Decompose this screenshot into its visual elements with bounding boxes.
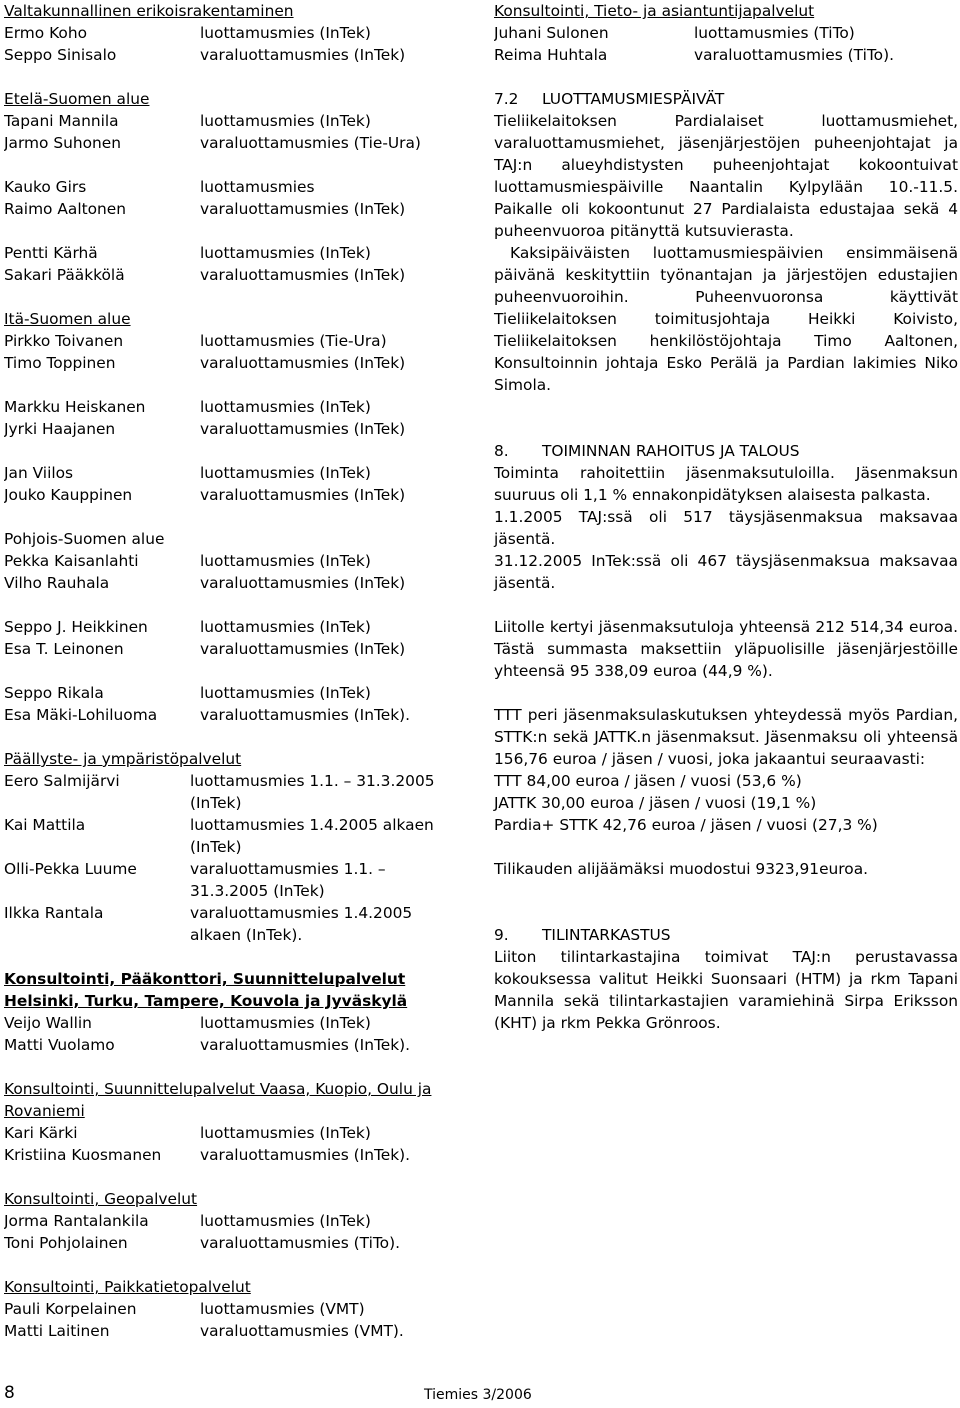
representative-row xyxy=(4,1144,474,1166)
person-role: varaluottamusmies (InTek) xyxy=(200,420,406,438)
group-7 xyxy=(4,1188,474,1254)
person-name: Matti Laitinen xyxy=(4,1322,110,1340)
section-title xyxy=(494,440,958,462)
group-heading: Päällyste- ja ympäristöpalvelut xyxy=(4,750,242,768)
person-name: Pauli Korpelainen xyxy=(4,1300,137,1318)
representative-row xyxy=(4,44,474,66)
person-role: luottamusmies (InTek) xyxy=(200,398,371,416)
person-name: Vilho Rauhala xyxy=(4,574,110,592)
group-2 xyxy=(4,308,474,506)
section-8 xyxy=(494,440,958,880)
representative-row xyxy=(4,1210,474,1232)
person-role: luottamusmies (InTek) xyxy=(200,24,371,42)
person-name: Esa Mäki-Lohiluoma xyxy=(4,706,158,724)
representative-row xyxy=(4,1034,474,1056)
person-role: varaluottamusmies (VMT). xyxy=(200,1322,404,1340)
person-role: varaluottamusmies (InTek) xyxy=(200,486,406,504)
group-heading: Valtakunnallinen erikoisrakentaminen xyxy=(4,2,294,20)
representative-row xyxy=(4,330,474,352)
representative-row xyxy=(4,550,474,572)
person-role: varaluottamusmies (InTek). xyxy=(200,1146,411,1164)
section-title-text: TOIMINNAN RAHOITUS JA TALOUS xyxy=(542,442,800,460)
group-6 xyxy=(4,1078,474,1166)
person-name: Jan Viilos xyxy=(4,464,74,482)
person-role: luottamusmies (TiTo) xyxy=(694,24,855,42)
person-role: luottamusmies (Tie-Ura) xyxy=(200,332,387,350)
person-name: Veijo Wallin xyxy=(4,1014,92,1032)
person-role: luottamusmies 1.4.2005 alkaen (InTek) xyxy=(190,816,434,856)
representative-row xyxy=(4,1320,474,1342)
paragraph: Tieliikelaitoksen Pardialaiset luottamusmiehet, varaluottamusmiehet, jäsenjärjestöjen puheenjohtajat ja TAJ:n alueyhdistysten puheenjohtajat kokoontuivat luottamusmiespäiville Naantalin Kylpylään 10.-11.5. Paikalle oli kokoontunut 27 Pardialaista edustajaa sekä 4 puheenvuoroa pitänyttä kutsuvierasta. xyxy=(494,112,958,240)
person-role: luottamusmies (InTek) xyxy=(200,552,371,570)
person-name: Jouko Kauppinen xyxy=(4,486,133,504)
person-role: varaluottamusmies (TiTo). xyxy=(200,1234,400,1252)
person-name: Markku Heiskanen xyxy=(4,398,146,416)
person-role: luottamusmies 1.1. – 31.3.2005 (InTek) xyxy=(190,772,435,812)
person-role: luottamusmies (InTek) xyxy=(200,1124,371,1142)
person-name: Matti Vuolamo xyxy=(4,1036,115,1054)
paragraph: Liiton tilintarkastajina toimivat TAJ:n perustavassa kokouksessa valitut Heikki Suonsaari (HTM) ja rkm Tapani Mannila sekä tilintarkastajien varamiehinä Sirpa Eriksson (KHT) ja rkm Pekka Grönroos. xyxy=(494,948,958,1032)
person-role: luottamusmies (InTek) xyxy=(200,1212,371,1230)
paragraph: 1.1.2005 TAJ:ssä oli 517 täysjäsenmaksua maksavaa jäsentä. xyxy=(494,508,958,548)
left-column xyxy=(4,0,474,1364)
group-heading: Konsultointi, Pääkonttori, Suunnittelupalvelut xyxy=(4,970,406,988)
group-heading: Konsultointi, Geopalvelut xyxy=(4,1190,198,1208)
section-tito xyxy=(494,0,958,66)
representative-row xyxy=(4,242,474,264)
representative-row xyxy=(4,858,474,902)
person-role: varaluottamusmies (Tie-Ura) xyxy=(200,134,421,152)
person-role: varaluottamusmies 1.4.2005 alkaen (InTek). xyxy=(190,904,413,944)
representative-row xyxy=(4,572,474,594)
section-number: 8. xyxy=(494,442,509,460)
group-heading-line-2: Helsinki, Turku, Tampere, Kouvola ja Jyväskylä xyxy=(4,992,408,1010)
person-role: varaluottamusmies (InTek). xyxy=(200,1036,411,1054)
person-name: Timo Toppinen xyxy=(4,354,116,372)
person-name: Jyrki Haajanen xyxy=(4,420,116,438)
person-role: luottamusmies (InTek) xyxy=(200,464,371,482)
person-name: Kauko Girs xyxy=(4,178,87,196)
representative-row xyxy=(4,418,474,440)
group-4 xyxy=(4,748,474,946)
person-role: varaluottamusmies (InTek). xyxy=(200,706,411,724)
person-name: Seppo Sinisalo xyxy=(4,46,117,64)
representative-row xyxy=(4,110,474,132)
representative-row xyxy=(4,176,474,198)
person-role: luottamusmies (InTek) xyxy=(200,1014,371,1032)
person-role: luottamusmies xyxy=(200,178,315,196)
section-number: 9. xyxy=(494,926,509,944)
person-role: varaluottamusmies (InTek) xyxy=(200,46,406,64)
person-name: Eero Salmijärvi xyxy=(4,772,120,790)
representative-row xyxy=(4,396,474,418)
person-name: Kari Kärki xyxy=(4,1124,78,1142)
representative-row xyxy=(4,198,474,220)
group-heading: Pohjois-Suomen alue xyxy=(4,530,165,548)
person-role: luottamusmies (VMT) xyxy=(200,1300,365,1318)
paragraph: Kaksipäiväisten luottamusmiespäivien ensimmäisenä päivänä keskityttiin työnantajan ja järjestöjen edustajien puheenvuoroihin. Puheenvuoronsa käyttivät Tieliikelaitoksen toimitusjohtaja Heikki Koivisto, Tieliikelaitoksen henkilöstöjohtaja Timo Aaltonen, Konsultoinnin johtaja Esko Perälä ja Pardian lakimies Niko Simola. xyxy=(494,244,958,394)
group-heading: Konsultointi, Paikkatietopalvelut xyxy=(4,1278,251,1296)
person-name: Tapani Mannila xyxy=(4,112,119,130)
person-name: Jorma Rantalankila xyxy=(4,1212,149,1230)
section-number: 7.2 xyxy=(494,90,519,108)
section-7-2 xyxy=(494,88,958,396)
representative-row xyxy=(494,44,958,66)
group-heading: Konsultointi, Suunnittelupalvelut Vaasa, Kuopio, Oulu ja Rovaniemi xyxy=(4,1080,432,1120)
person-name: Esa T. Leinonen xyxy=(4,640,124,658)
section-title xyxy=(494,924,958,946)
fee-line: Pardia+ STTK 42,76 euroa / jäsen / vuosi (27,3 %) xyxy=(494,816,878,834)
page-footer xyxy=(0,1383,960,1408)
person-name: Ilkka Rantala xyxy=(4,904,104,922)
person-name: Pekka Kaisanlahti xyxy=(4,552,139,570)
person-name: Pirkko Toivanen xyxy=(4,332,124,350)
representative-row xyxy=(4,1298,474,1320)
group-8 xyxy=(4,1276,474,1342)
representative-row xyxy=(4,1232,474,1254)
person-name: Kristiina Kuosmanen xyxy=(4,1146,162,1164)
representative-row xyxy=(4,704,474,726)
representative-row xyxy=(4,770,474,814)
person-name: Reima Huhtala xyxy=(494,46,608,64)
section-heading: Konsultointi, Tieto- ja asiantuntijapalvelut xyxy=(494,2,815,20)
fee-line: TTT 84,00 euroa / jäsen / vuosi (53,6 %) xyxy=(494,772,802,790)
group-heading: Etelä-Suomen alue xyxy=(4,90,150,108)
group-1 xyxy=(4,88,474,286)
person-role: luottamusmies (InTek) xyxy=(200,112,371,130)
magazine-issue: Tiemies 3/2006 xyxy=(424,1387,532,1403)
representative-row xyxy=(4,132,474,154)
person-name: Raimo Aaltonen xyxy=(4,200,127,218)
representative-row xyxy=(4,616,474,638)
person-name: Seppo Rikala xyxy=(4,684,104,702)
person-role: luottamusmies (InTek) xyxy=(200,618,371,636)
representative-row xyxy=(4,902,474,946)
right-column xyxy=(494,0,958,1056)
representative-row xyxy=(494,22,958,44)
person-role: varaluottamusmies (InTek) xyxy=(200,574,406,592)
person-role: varaluottamusmies (InTek) xyxy=(200,266,406,284)
representative-row xyxy=(4,638,474,660)
person-role: varaluottamusmies (TiTo). xyxy=(694,46,894,64)
paragraph: Toiminta rahoitettiin jäsenmaksutuloilla. Jäsenmaksun suuruus oli 1,1 % ennakonpidätyksen alaisesta palkasta. xyxy=(494,464,958,504)
group-3 xyxy=(4,528,474,726)
representative-row xyxy=(4,1122,474,1144)
person-role: luottamusmies (InTek) xyxy=(200,684,371,702)
paragraph: 31.12.2005 InTek:ssä oli 467 täysjäsenmaksua maksavaa jäsentä. xyxy=(494,552,958,592)
person-name: Pentti Kärhä xyxy=(4,244,98,262)
person-name: Ermo Koho xyxy=(4,24,87,42)
representative-row xyxy=(4,814,474,858)
section-title-text: TILINTARKASTUS xyxy=(542,926,671,944)
person-name: Olli-Pekka Luume xyxy=(4,860,137,878)
representative-row xyxy=(4,352,474,374)
representative-row xyxy=(4,462,474,484)
paragraph: Tilikauden alijäämäksi muodostui 9323,91euroa. xyxy=(494,860,869,878)
section-9 xyxy=(494,924,958,1034)
person-name: Juhani Sulonen xyxy=(494,24,609,42)
fee-line: JATTK 30,00 euroa / jäsen / vuosi (19,1 %) xyxy=(494,794,817,812)
person-role: varaluottamusmies (InTek) xyxy=(200,354,406,372)
group-5 xyxy=(4,968,474,1056)
person-name: Toni Pohjolainen xyxy=(4,1234,128,1252)
representative-row xyxy=(4,682,474,704)
person-role: varaluottamusmies 1.1. – 31.3.2005 (InTek) xyxy=(190,860,386,900)
group-0 xyxy=(4,0,474,66)
group-heading: Itä-Suomen alue xyxy=(4,310,131,328)
section-title xyxy=(494,88,958,110)
person-name: Seppo J. Heikkinen xyxy=(4,618,148,636)
page-number: 8 xyxy=(4,1383,15,1403)
paragraph: TTT peri jäsenmaksulaskutuksen yhteydessä myös Pardian, STTK:n sekä JATTK.n jäsenmaksut. Jäsenmaksu oli yhteensä 156,76 euroa / jäsen / vuosi, joka jakaantui seuraavasti: xyxy=(494,706,958,768)
person-name: Sakari Pääkkölä xyxy=(4,266,125,284)
representative-row xyxy=(4,264,474,286)
person-role: luottamusmies (InTek) xyxy=(200,244,371,262)
representative-row xyxy=(4,22,474,44)
representative-row xyxy=(4,1012,474,1034)
representative-row xyxy=(4,484,474,506)
person-name: Jarmo Suhonen xyxy=(4,134,122,152)
section-title-text: LUOTTAMUSMIESPÄIVÄT xyxy=(542,90,725,108)
person-role: varaluottamusmies (InTek) xyxy=(200,640,406,658)
paragraph: Liitolle kertyi jäsenmaksutuloja yhteensä 212 514,34 euroa. Tästä summasta maksettiin yläpuolisille jäsenjärjestöille yhteensä 95 338,09 euroa (44,9 %). xyxy=(494,618,958,680)
person-name: Kai Mattila xyxy=(4,816,86,834)
person-role: varaluottamusmies (InTek) xyxy=(200,200,406,218)
